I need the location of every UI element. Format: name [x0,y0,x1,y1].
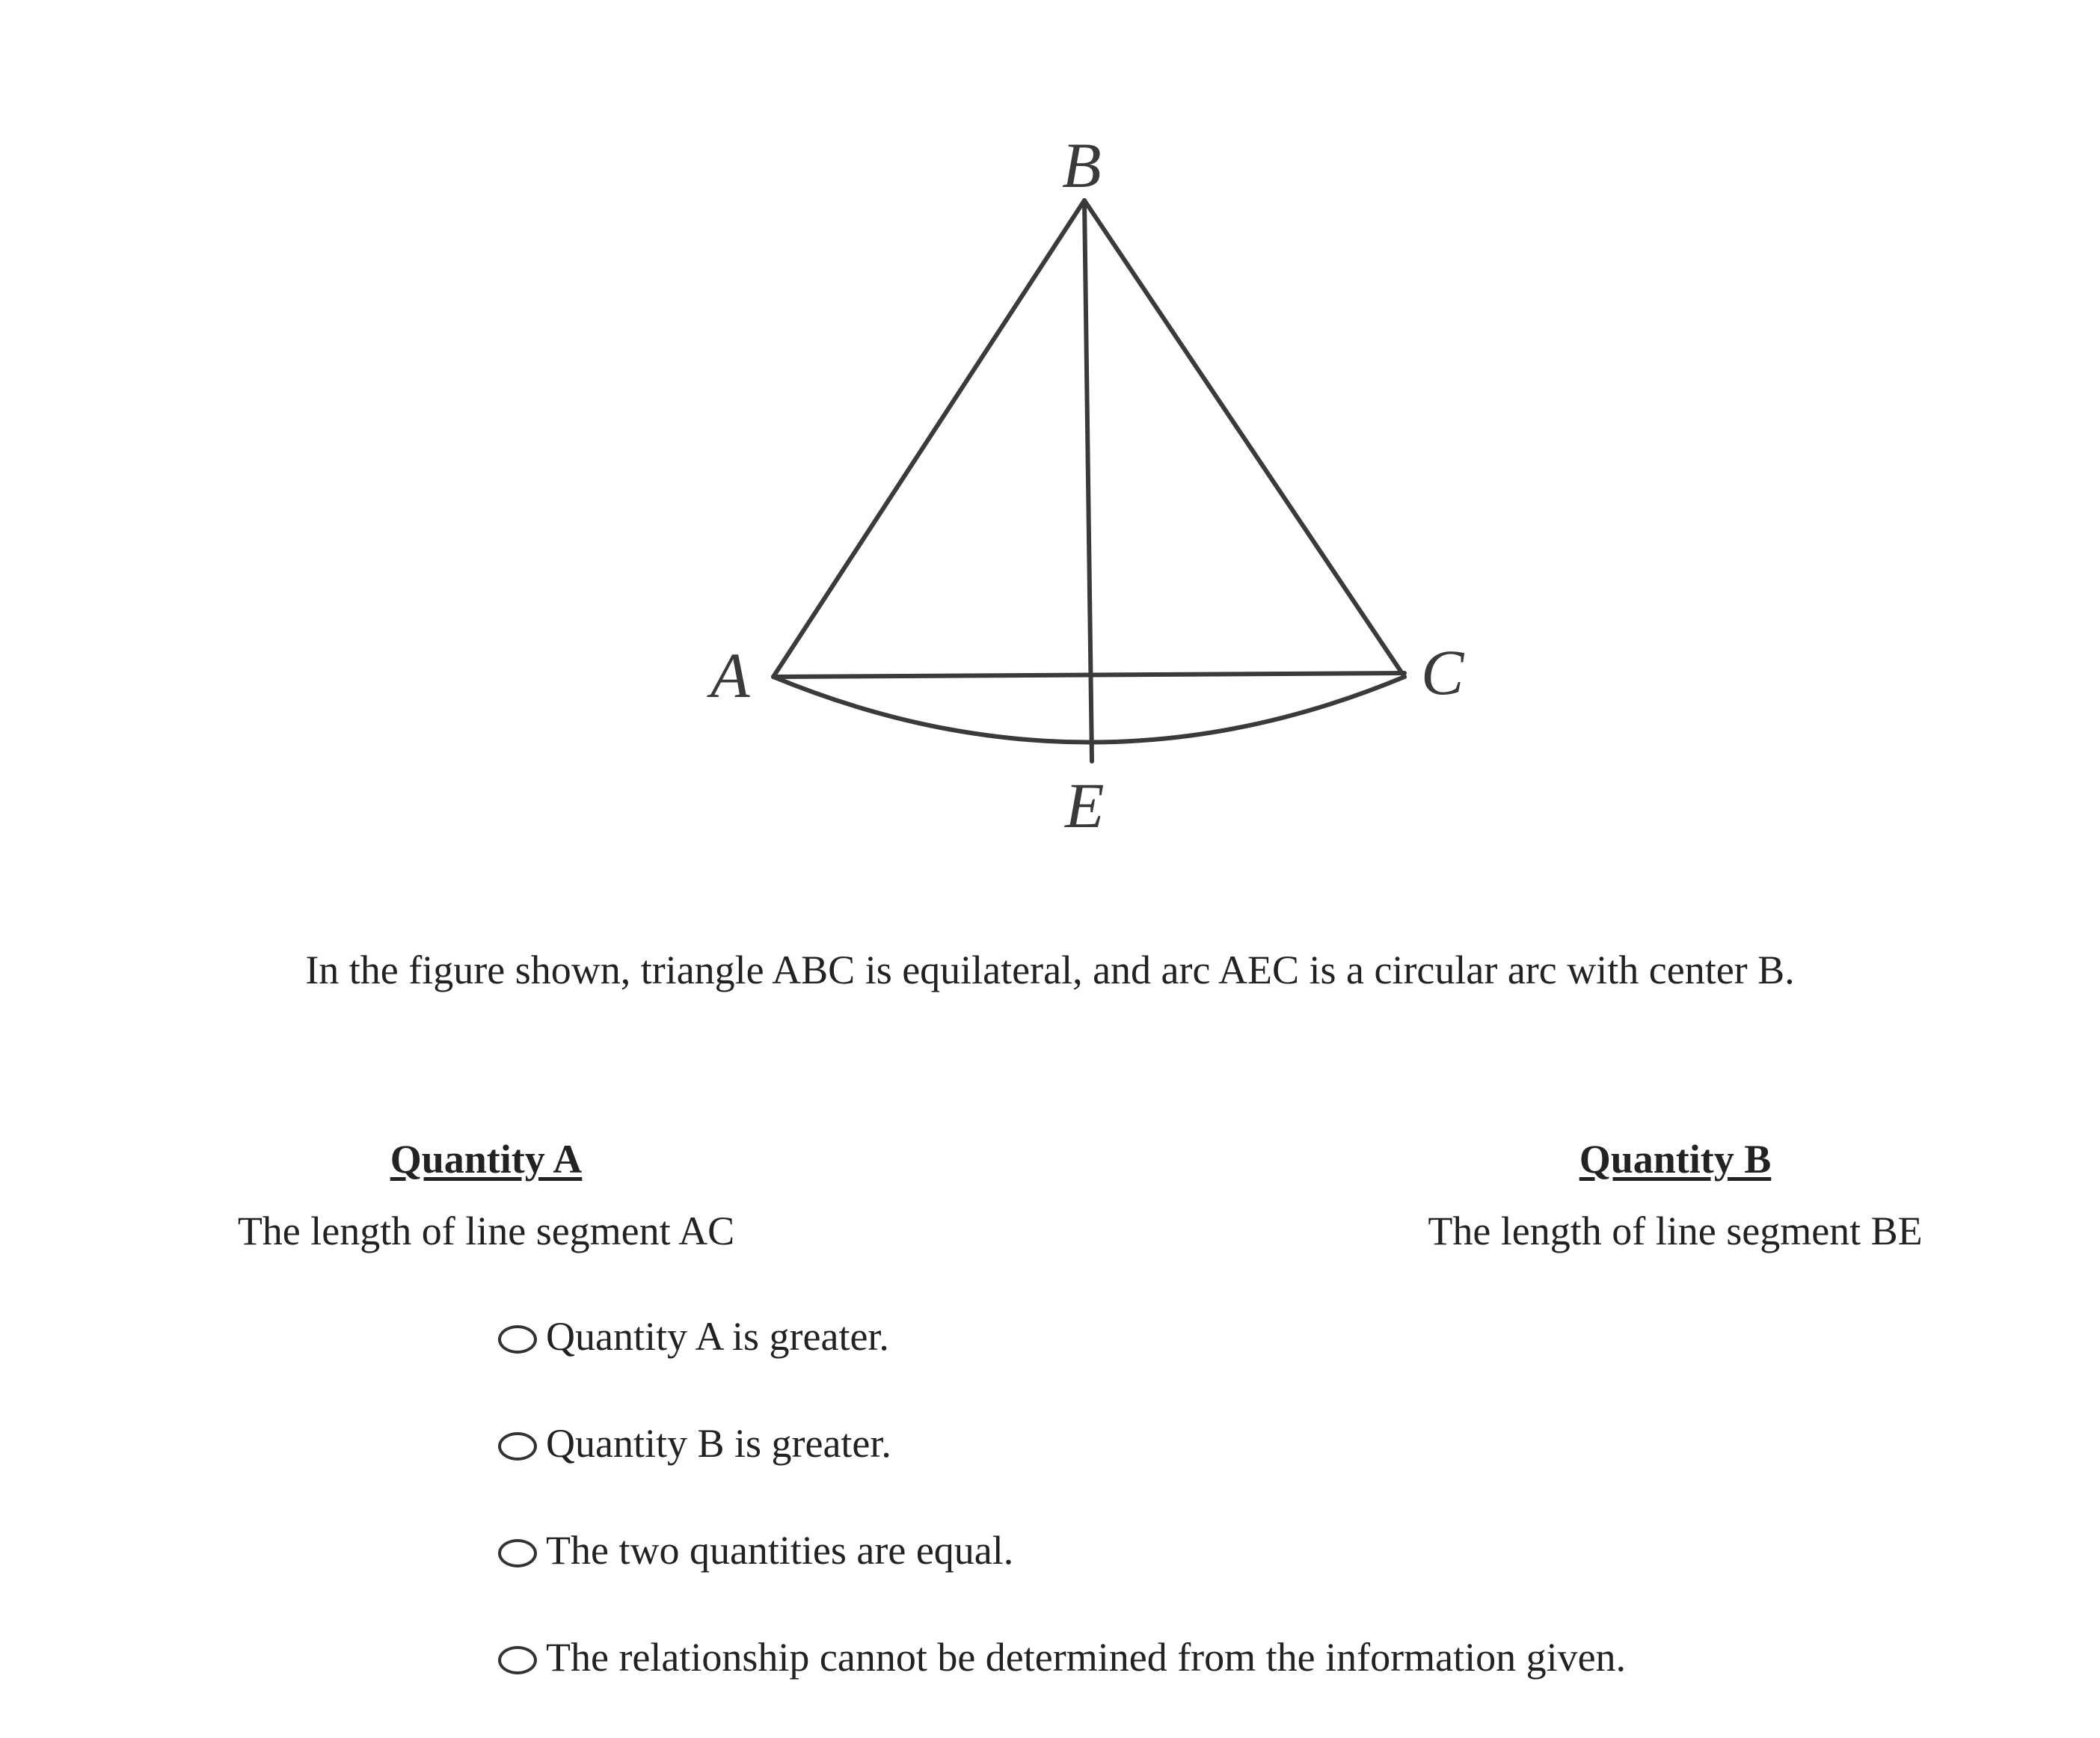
answer-options [498,1310,1626,1738]
option-label: The relationship cannot be determined from the information given. [546,1635,1627,1680]
radio-button[interactable] [498,1539,537,1567]
radio-button[interactable] [498,1432,537,1461]
geometry-figure [0,0,2100,868]
quantity-a-heading: Quantity A [390,1137,583,1182]
option-quantity-b-greater[interactable] [498,1417,1626,1470]
option-quantities-equal[interactable] [498,1524,1626,1576]
question-text: In the figure shown, triangle ABC is equilateral, and arc AEC is a circular arc with center B. [305,948,1795,992]
option-label: The two quantities are equal. [546,1528,1014,1573]
quantity-a [202,1133,770,1257]
label-c: C [1421,636,1464,708]
quantity-a-text: The length of line segment AC [237,1209,735,1253]
label-b: B [1062,129,1102,201]
option-cannot-be-determined[interactable] [498,1631,1626,1683]
quantity-b [1391,1133,1959,1257]
segment-bc [1084,200,1404,677]
radio-button[interactable] [498,1325,537,1354]
option-label: Quantity B is greater. [546,1421,891,1466]
label-e: E [1065,770,1105,841]
quantity-b-heading: Quantity B [1579,1137,1772,1182]
segment-ab [773,200,1084,677]
option-quantity-a-greater[interactable] [498,1310,1626,1363]
quantity-b-text: The length of line segment BE [1428,1209,1923,1253]
radio-button[interactable] [498,1646,537,1674]
option-label: Quantity A is greater. [546,1314,889,1359]
label-a: A [710,639,750,711]
